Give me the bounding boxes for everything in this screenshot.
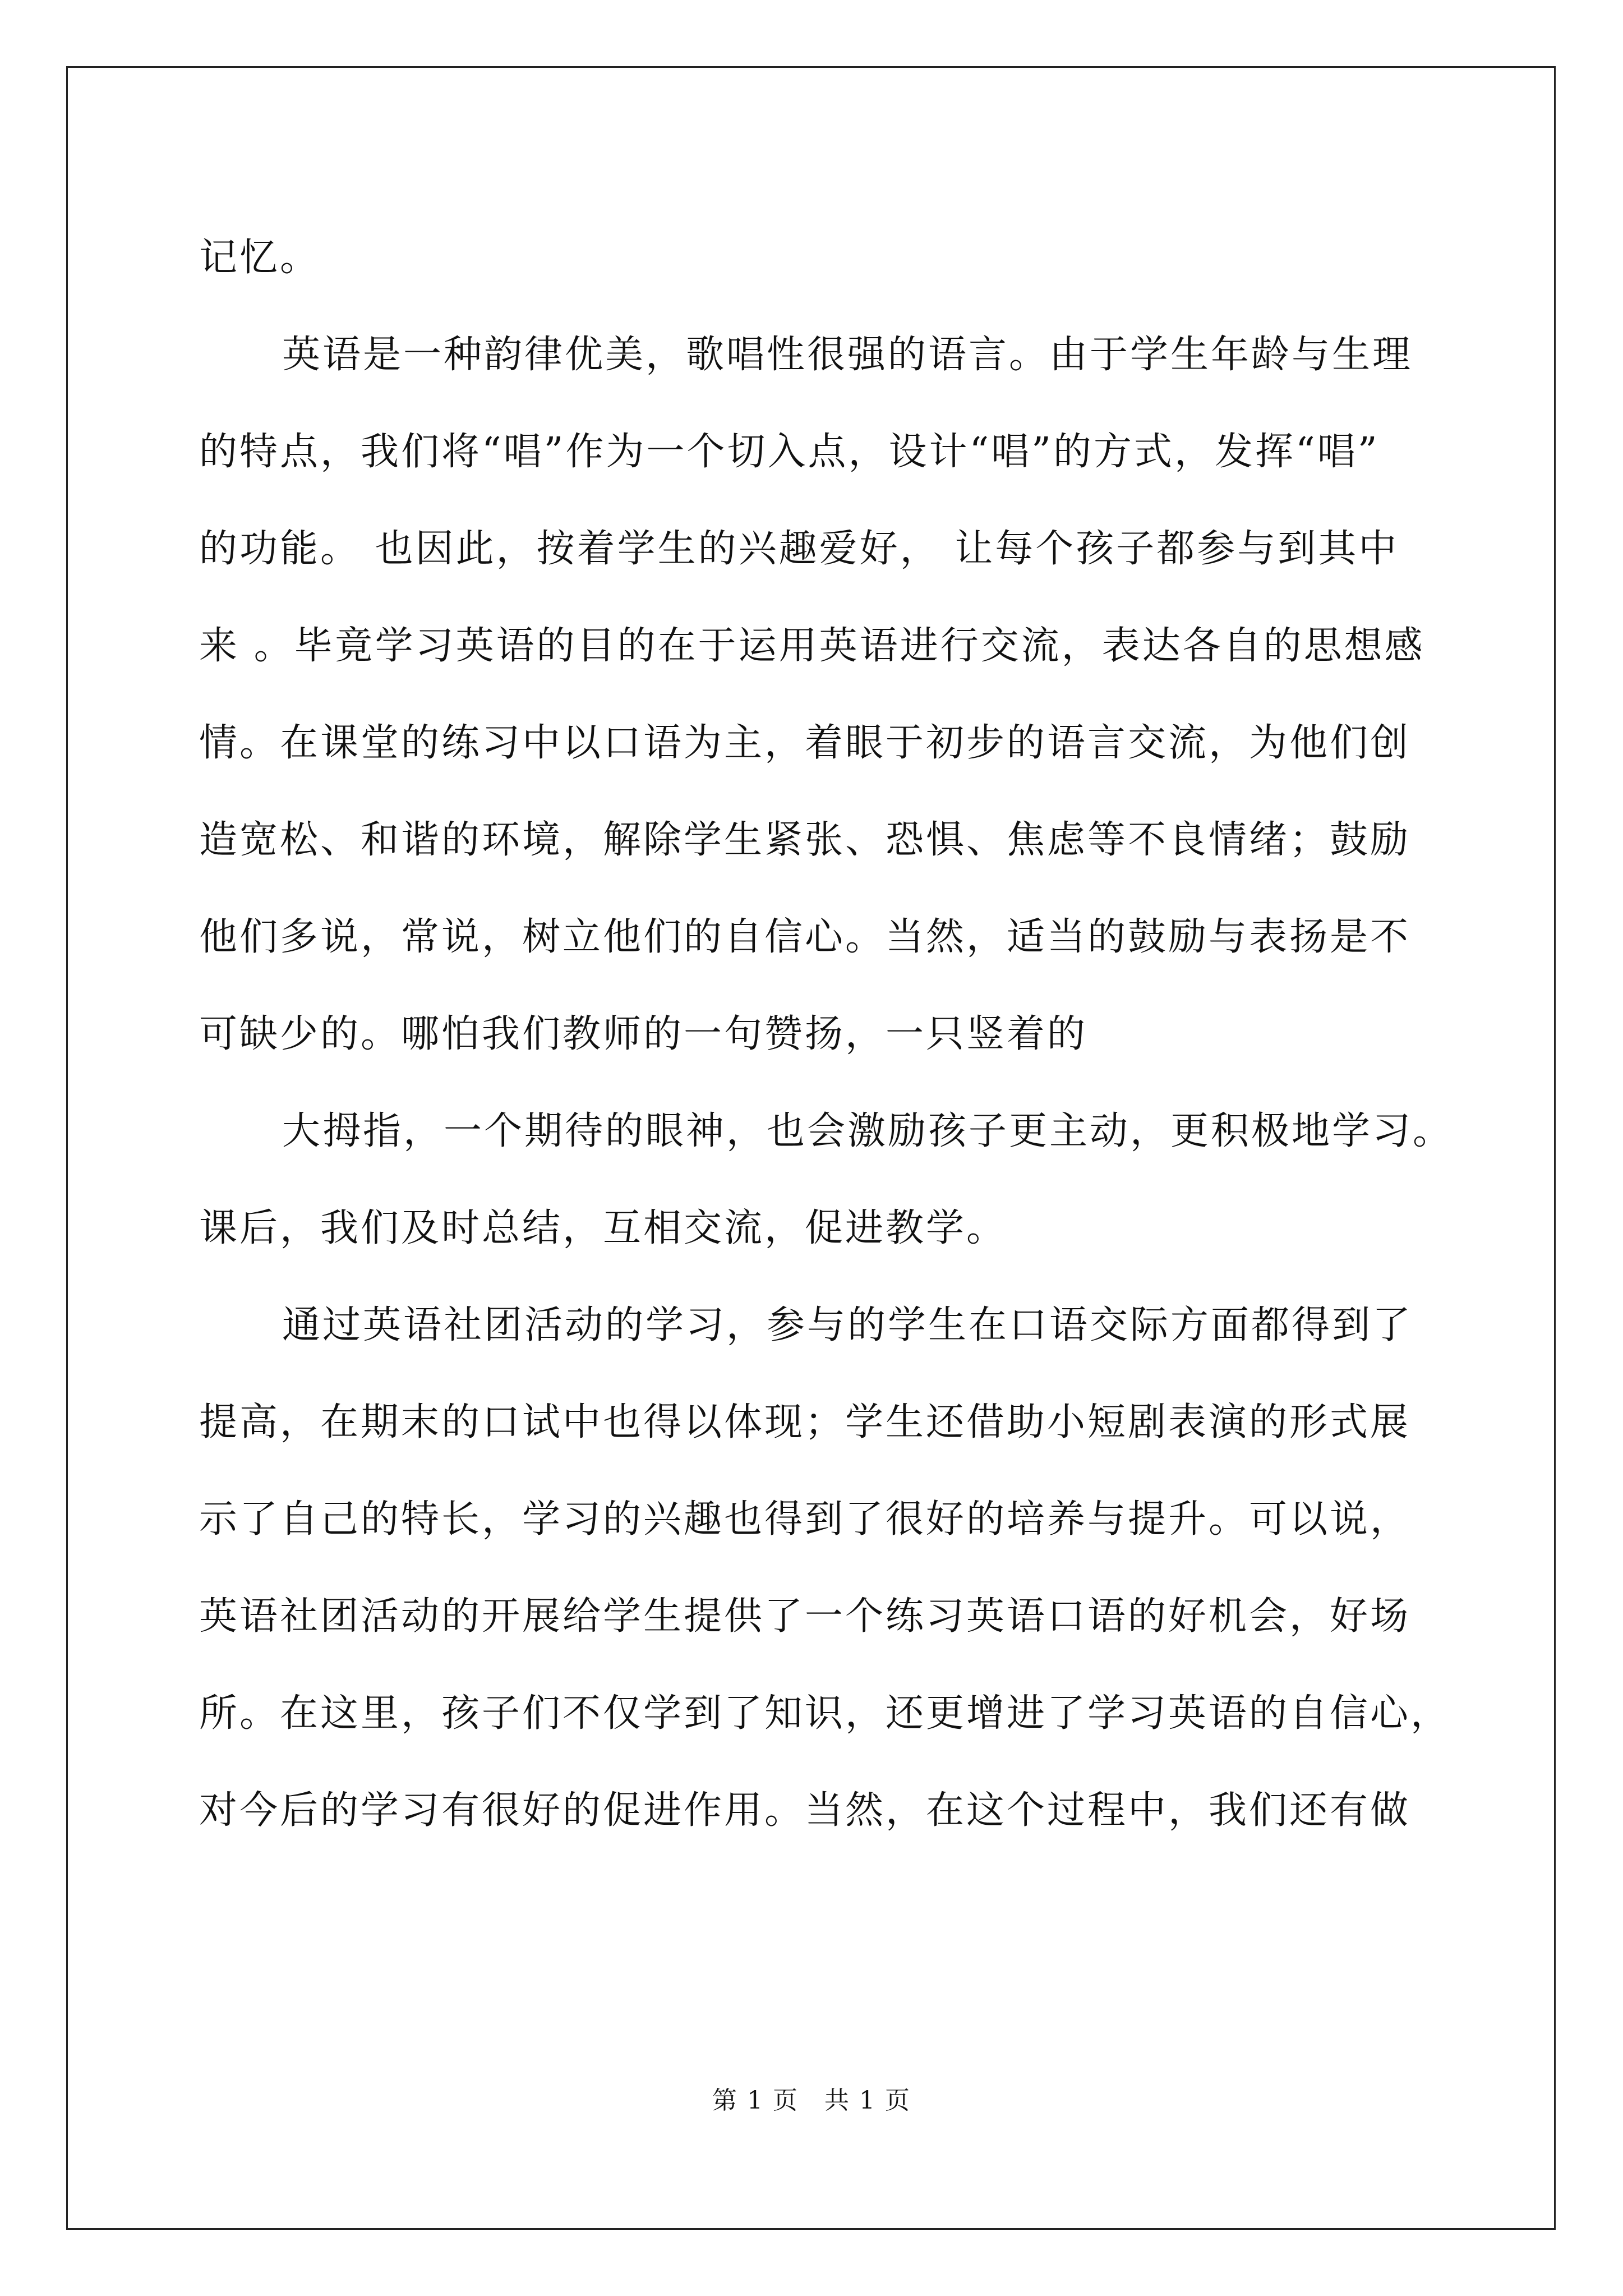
text-line: 大拇指，一个期待的眼神，也会激励孩子更主动，更积极地学习。 [282, 1109, 1454, 1153]
text-line: 可缺少的。哪怕我们教师的一句赞扬，一只竖着的 [199, 1012, 1088, 1056]
text-line: 英语是一种韵律优美，歌唱性很强的语言。由于学生年龄与生理 [282, 333, 1413, 377]
text-line: 英语社团活动的开展给学生提供了一个练习英语口语的好机会，好场 [199, 1594, 1411, 1639]
text-line: 示了自己的特长，学习的兴趣也得到了很好的培养与提升。可以说， [199, 1497, 1411, 1542]
text-line: 情。在课堂的练习中以口语为主，着眼于初步的语言交流，为他们创 [199, 721, 1411, 765]
text-line: 所。在这里，孩子们不仅学到了知识，还更增进了学习英语的自信心， [199, 1691, 1451, 1736]
text-line: 造宽松、和谐的环境，解除学生紧张、恐惧、焦虑等不良情绪；鼓励 [199, 818, 1411, 862]
text-line: 的特点，我们将“唱”作为一个切入点，设计“唱”的方式，发挥“唱” [199, 430, 1380, 474]
text-line: 记忆。 [199, 236, 321, 280]
text-line: 对今后的学习有很好的促进作用。当然，在这个过程中，我们还有做 [199, 1788, 1411, 1833]
text-line: 提高，在期末的口试中也得以体现；学生还借助小短剧表演的形式展 [199, 1400, 1411, 1444]
text-line: 通过英语社团活动的学习，参与的学生在口语交际方面都得到了 [282, 1303, 1413, 1347]
page-number-footer: 第 1 页 共 1 页 [712, 2086, 911, 2115]
text-line: 课后，我们及时总结，互相交流，促进教学。 [199, 1206, 1007, 1250]
text-line: 来 。毕竟学习英语的目的在于运用英语进行交流，表达各自的思想感 [199, 624, 1425, 668]
text-line: 的功能。 也因此，按着学生的兴趣爱好， 让每个孩子都参与到其中 [199, 527, 1399, 571]
text-line: 他们多说，常说，树立他们的自信心。当然，适当的鼓励与表扬是不 [199, 915, 1411, 959]
